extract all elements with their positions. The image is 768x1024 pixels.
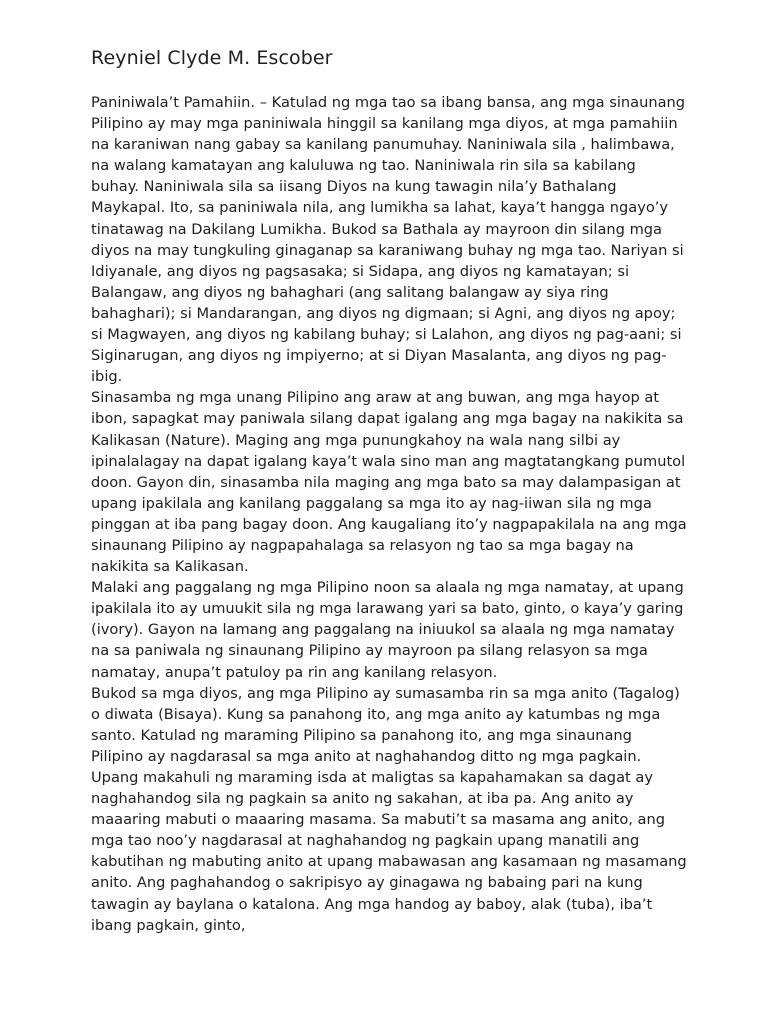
paragraph-anito: Bukod sa mga diyos, ang mga Pilipino ay sumasamba rin sa mga anito (Tagalog) o diwata (Bisaya). Kung sa panahong ito, ang mga anito ay katumbas ng mga santo. Katulad ng maraming Pilipino sa panahong ito, ang mga sinaunang Pilipino ay nagdarasal sa mga anito at naghahandog ditto ng mga pagkain. Upang makahuli ng maraming isda at maligtas sa kapahamakan sa dagat ay naghahandog sila ng pagkain sa anito ng sakahan, at iba pa. Ang anito ay maaaring mabuti o maaaring masama. Sa mabuti’t sa masama ang anito, ang mga tao noo’y nagdarasal at naghahandog ng pagkain upang manatili ang kabutihan ng mabuting anito at upang mabawasan ang kasamaan ng masamang anito. Ang paghahandog o sakripisyo ay ginagawa ng babaing pari na kung tawagin ay baylana o katalona. Ang mga handog ay baboy, alak (tuba), iba’t ibang pagkain, ginto, (91, 684, 687, 934)
paragraph-respect-for-dead: Malaki ang paggalang ng mga Pilipino noon sa alaala ng mga namatay, at upang ipakilala ito ay umuukit sila ng mga larawang yari sa bato, ginto, o kaya’y garing (ivory). Gayon na lamang ang paggalang na iniuukol sa alaala ng mga namatay na sa paniwala ng sinaunang Pilipino ay mayroon pa silang relasyon sa mga namatay, anupa’t patuloy pa rin ang kanilang relasyon. (91, 579, 684, 681)
paragraph-nature-worship: Sinasamba ng mga unang Pilipino ang araw at ang buwan, ang mga hayop at ibon, sapagkat may paniwala silang dapat igalang ang mga bagay na nakikita sa Kalikasan (Nature). Maging ang mga punungkahoy na wala nang silbi ay ipinalalagay na dapat igalang kaya’t wala sino man ang magtatangkang pumutol doon. Gayon din, sinasamba nila maging ang mga bato sa may dalampasigan at upang ipakilala ang kanilang paggalang sa mga ito ay nag-iiwan sila ng mga pinggan at iba pang bagay doon. Ang kaugaliang ito’y nagpapakilala na ang mga sinaunang Pilipino ay nagpapahalaga sa relasyon ng tao sa mga bagay na nakikita sa Kalikasan. (91, 389, 687, 576)
author-name: Reyniel Clyde M. Escober (91, 47, 333, 69)
paragraph-beliefs: Paniniwala’t Pamahiin. – Katulad ng mga tao sa ibang bansa, ang mga sinaunang Pilipino ay may mga paniniwala hinggil sa kanilang mga diyos, at mga pamahiin na karaniwan nang gabay sa kanilang panumuhay. Naniniwala sila , halimbawa, na walang kamatayan ang kaluluwa ng tao. Naniniwala rin sila sa kabilang buhay. Naniniwala sila sa iisang Diyos na kung tawagin nila’y Bathalang Maykapal. Ito, sa paniniwala nila, ang lumikha sa lahat, kaya’t hangga ngayo’y tinatawag na Dakilang Lumikha. Bukod sa Bathala ay mayroon din silang mga diyos na may tungkuling ginaganap sa karaniwang buhay ng mga tao. Nariyan si Idiyanale, ang diyos ng pagsasaka; si Sidapa, ang diyos ng kamatayan; si Balangaw, ang diyos ng bahaghari (ang salitang balangaw ay siya ring bahaghari); si Mandarangan, ang diyos ng digmaan; si Agni, ang diyos ng apoy; si Magwayen, ang diyos ng kabilang buhay; si Lalahon, ang diyos ng pag-aani; si Siginarugan, ang diyos ng impiyerno; at si Diyan Masalanta, ang diyos ng pag-ibig. (91, 94, 686, 386)
document-body (91, 92, 688, 936)
